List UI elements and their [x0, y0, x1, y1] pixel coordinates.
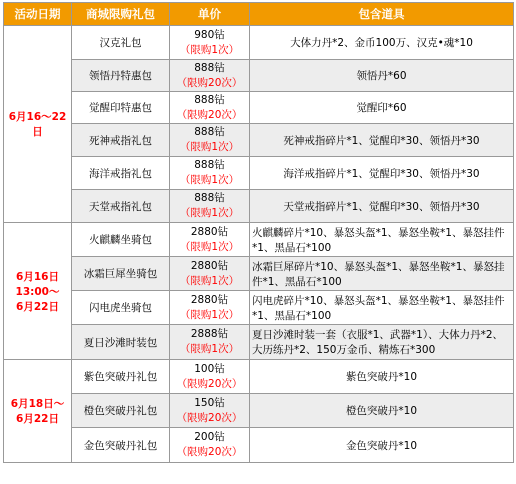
- purchase-limit: （限购1次）: [179, 43, 240, 56]
- purchase-limit: （限购1次）: [179, 343, 240, 355]
- table-row: [4, 325, 514, 360]
- items-cell: 大体力丹*2、金币100万、汉克•魂*10: [250, 26, 514, 60]
- date-cell: [4, 360, 72, 463]
- pack-name: 觉醒印特惠包: [72, 92, 170, 124]
- pack-name: 橙色突破丹礼包: [72, 394, 170, 428]
- date-line: 6月16～22日: [8, 111, 67, 138]
- pack-name: 金色突破丹礼包: [72, 428, 170, 463]
- pack-name: 火麒麟坐骑包: [72, 223, 170, 257]
- table-row: [4, 60, 514, 92]
- purchase-limit: （限购20次）: [176, 108, 243, 121]
- items-cell: 死神戒指碎片*1、觉醒印*30、领悟丹*30: [250, 124, 514, 157]
- items-cell: 橙色突破丹*10: [250, 394, 514, 428]
- table-row: [4, 360, 514, 394]
- price-value: 980钻: [194, 28, 225, 41]
- table-row: [4, 124, 514, 157]
- header-pack: 商城限购礼包: [72, 3, 170, 26]
- items-cell: 领悟丹*60: [250, 60, 514, 92]
- pack-name: 死神戒指礼包: [72, 124, 170, 157]
- purchase-limit: （限购20次）: [176, 76, 243, 89]
- table-header-row: [4, 3, 514, 26]
- purchase-limit: （限购1次）: [179, 141, 240, 153]
- price-cell: [170, 157, 250, 190]
- items-cell: 夏日沙滩时装一套（衣服*1、武器*1）、大体力丹*2、大历练丹*2、150万金币、精炼石*300: [250, 325, 514, 360]
- gift-pack-table: [3, 2, 514, 463]
- price-value: 200钻: [194, 431, 225, 443]
- price-cell: [170, 257, 250, 291]
- pack-name: 领悟丹特惠包: [72, 60, 170, 92]
- pack-name: 海洋戒指礼包: [72, 157, 170, 190]
- purchase-limit: （限购1次）: [179, 274, 240, 287]
- purchase-limit: （限购1次）: [179, 308, 240, 321]
- price-cell: [170, 291, 250, 325]
- header-price: 单价: [170, 3, 250, 26]
- items-cell: 闪电虎碎片*10、暴怒头盔*1、暴怒坐鞍*1、暴怒挂件*1、黑晶石*100: [250, 291, 514, 325]
- price-cell: [170, 26, 250, 60]
- pack-name: 天堂戒指礼包: [72, 190, 170, 223]
- pack-name: 夏日沙滩时装包: [72, 325, 170, 360]
- date-line: 6月22日: [16, 413, 59, 425]
- price-value: 888钻: [194, 126, 225, 138]
- price-cell: [170, 60, 250, 92]
- items-cell: 海洋戒指碎片*1、觉醒印*30、领悟丹*30: [250, 157, 514, 190]
- price-value: 888钻: [194, 93, 225, 106]
- purchase-limit: （限购1次）: [179, 174, 240, 186]
- price-cell: [170, 325, 250, 360]
- purchase-limit: （限购20次）: [176, 446, 243, 458]
- price-cell: [170, 124, 250, 157]
- pack-name: 冰霜巨犀坐骑包: [72, 257, 170, 291]
- table-row: [4, 257, 514, 291]
- price-value: 2880钻: [190, 259, 229, 272]
- pack-name: 闪电虎坐骑包: [72, 291, 170, 325]
- date-line: 6月22日: [16, 300, 59, 313]
- price-cell: [170, 360, 250, 394]
- table-row: [4, 26, 514, 60]
- price-value: 2880钻: [190, 225, 229, 238]
- table-row: [4, 394, 514, 428]
- date-line: 13:00～: [15, 285, 60, 298]
- price-value: 888钻: [194, 192, 225, 204]
- price-cell: [170, 223, 250, 257]
- date-line: 6月18日～: [10, 398, 65, 410]
- header-date: 活动日期: [4, 3, 72, 26]
- items-cell: 金色突破丹*10: [250, 428, 514, 463]
- items-cell: 天堂戒指碎片*1、觉醒印*30、领悟丹*30: [250, 190, 514, 223]
- price-value: 888钻: [194, 159, 225, 171]
- price-value: 888钻: [194, 61, 225, 74]
- date-line: 6月16日: [16, 270, 59, 283]
- price-cell: [170, 394, 250, 428]
- price-value: 2888钻: [190, 328, 229, 340]
- table-row: [4, 92, 514, 124]
- table-row: [4, 223, 514, 257]
- price-value: 2880钻: [190, 293, 229, 306]
- price-value: 100钻: [194, 362, 225, 375]
- table-row: [4, 291, 514, 325]
- items-cell: 冰霜巨犀碎片*10、暴怒头盔*1、暴怒坐鞍*1、暴怒挂件*1、黑晶石*100: [250, 257, 514, 291]
- purchase-limit: （限购20次）: [176, 411, 243, 424]
- items-cell: 火麒麟碎片*10、暴怒头盔*1、暴怒坐鞍*1、暴怒挂件*1、黑晶石*100: [250, 223, 514, 257]
- price-cell: [170, 190, 250, 223]
- purchase-limit: （限购20次）: [176, 377, 243, 390]
- price-cell: [170, 428, 250, 463]
- date-cell: [4, 26, 72, 223]
- pack-name: 紫色突破丹礼包: [72, 360, 170, 394]
- pack-name: 汉克礼包: [72, 26, 170, 60]
- price-value: 150钻: [194, 396, 225, 409]
- date-cell: [4, 223, 72, 360]
- table-row: [4, 190, 514, 223]
- price-cell: [170, 92, 250, 124]
- header-items: 包含道具: [250, 3, 514, 26]
- table-row: [4, 428, 514, 463]
- items-cell: 紫色突破丹*10: [250, 360, 514, 394]
- table-row: [4, 157, 514, 190]
- purchase-limit: （限购1次）: [179, 207, 240, 219]
- purchase-limit: （限购1次）: [179, 240, 240, 253]
- items-cell: 觉醒印*60: [250, 92, 514, 124]
